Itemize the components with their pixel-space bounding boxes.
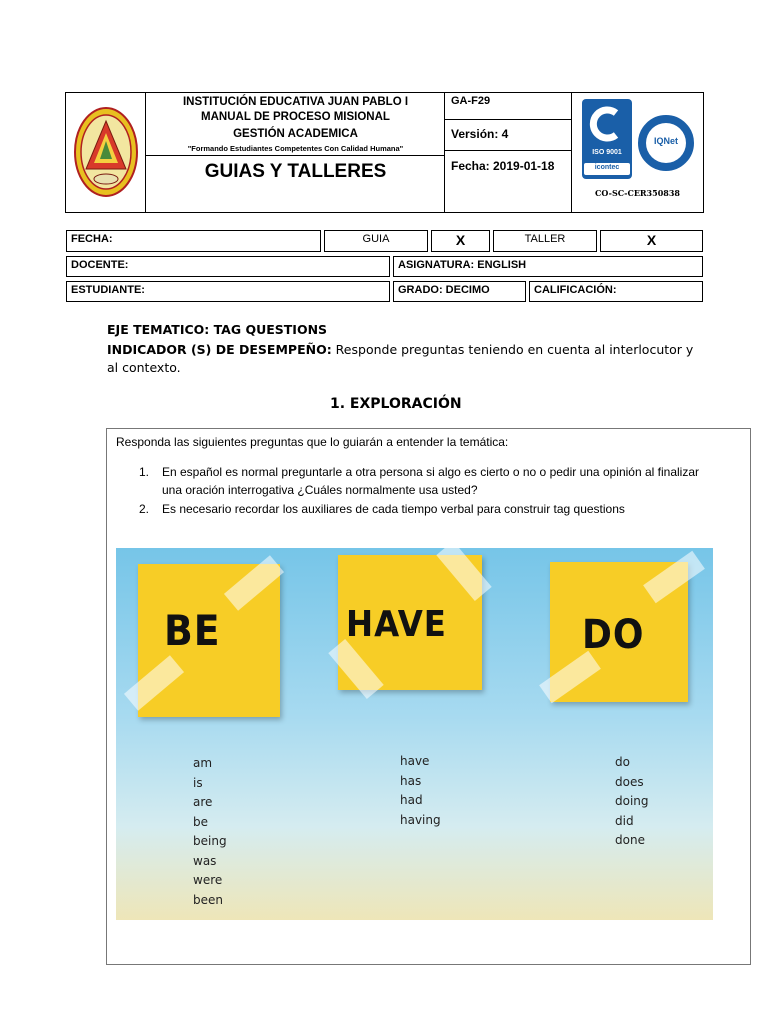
question-1-line-1: En español es normal preguntarle a otra persona si algo es cierto o no o pedir una opinión al finalizar xyxy=(162,465,699,479)
estudiante-field[interactable]: ESTUDIANTE: xyxy=(66,281,390,302)
taller-label: TALLER xyxy=(493,230,597,252)
asignatura-field: ASIGNATURA: ENGLISH xyxy=(393,256,703,277)
be-forms-list: am is are be being was were been xyxy=(193,756,227,907)
version: Versión: 4 xyxy=(451,127,509,141)
question-1-line-2: una oración interrogativa ¿Cuáles normalmente usa usted? xyxy=(162,483,478,497)
logo-cell xyxy=(66,93,146,212)
note-word-be: BE xyxy=(164,606,221,655)
certificate-code: CO-SC-CER350838 xyxy=(595,188,680,198)
iso-label: ISO 9001 xyxy=(592,149,622,156)
exploration-intro: Responda las siguientes preguntas que lo guiarán a entender la temática: xyxy=(116,435,509,449)
icontec-label: icontec xyxy=(594,164,620,171)
title-cell xyxy=(146,93,445,212)
question-2-line-1: Es necesario recordar los auxiliares de cada tiempo verbal para construir tag questions xyxy=(162,502,625,516)
certification-cell xyxy=(572,93,703,212)
guia-checkbox[interactable]: X xyxy=(431,230,490,252)
guia-label: GUIA xyxy=(324,230,428,252)
document-title: GUIAS Y TALLERES xyxy=(204,161,387,182)
motto: "Formando Estudiantes Competentes Con Calidad Humana" xyxy=(187,144,404,153)
section-title-exploracion: 1. EXPLORACIÓN xyxy=(330,396,462,412)
auxiliary-verbs-picture xyxy=(116,548,713,920)
docente-field[interactable]: DOCENTE: xyxy=(66,256,390,277)
indicador xyxy=(107,341,707,359)
indicador-text: Responde preguntas teniendo en cuenta al interlocutor y xyxy=(331,342,694,357)
iqnet-label: IQNet xyxy=(653,136,678,146)
form-code: GA-F29 xyxy=(451,95,491,107)
taller-checkbox[interactable]: X xyxy=(600,230,703,252)
institution-name: INSTITUCIÓN EDUCATIVA JUAN PABLO I xyxy=(182,96,409,108)
code-cell xyxy=(445,93,572,212)
form-date: Fecha: 2019-01-18 xyxy=(451,159,555,173)
indicador-text-continued: al contexto. xyxy=(107,360,181,375)
area-name: GESTIÓN ACADEMICA xyxy=(233,128,358,140)
manual-name: MANUAL DE PROCESO MISIONAL xyxy=(201,111,390,123)
calificacion-field[interactable]: CALIFICACIÓN: xyxy=(529,281,703,302)
indicador-label: INDICADOR (S) DE DESEMPEÑO: xyxy=(107,342,332,357)
eje-tematico: EJE TEMATICO: TAG QUESTIONS xyxy=(107,322,328,337)
fecha-field[interactable]: FECHA: xyxy=(66,230,321,252)
have-forms-list: have has had having xyxy=(400,754,441,827)
iqnet-certification-badge xyxy=(638,115,694,171)
note-word-do: DO xyxy=(582,612,645,658)
school-crest-logo xyxy=(66,93,146,212)
question-2-number: 2. xyxy=(139,502,150,516)
document-header-table xyxy=(65,92,704,213)
icontec-logo-icon xyxy=(582,103,632,145)
question-1-number: 1. xyxy=(139,465,150,479)
do-forms-list: do does doing did done xyxy=(615,755,649,847)
iso-certification-badge xyxy=(582,99,632,179)
grado-field: GRADO: DECIMO xyxy=(393,281,526,302)
note-word-have: HAVE xyxy=(346,604,447,645)
